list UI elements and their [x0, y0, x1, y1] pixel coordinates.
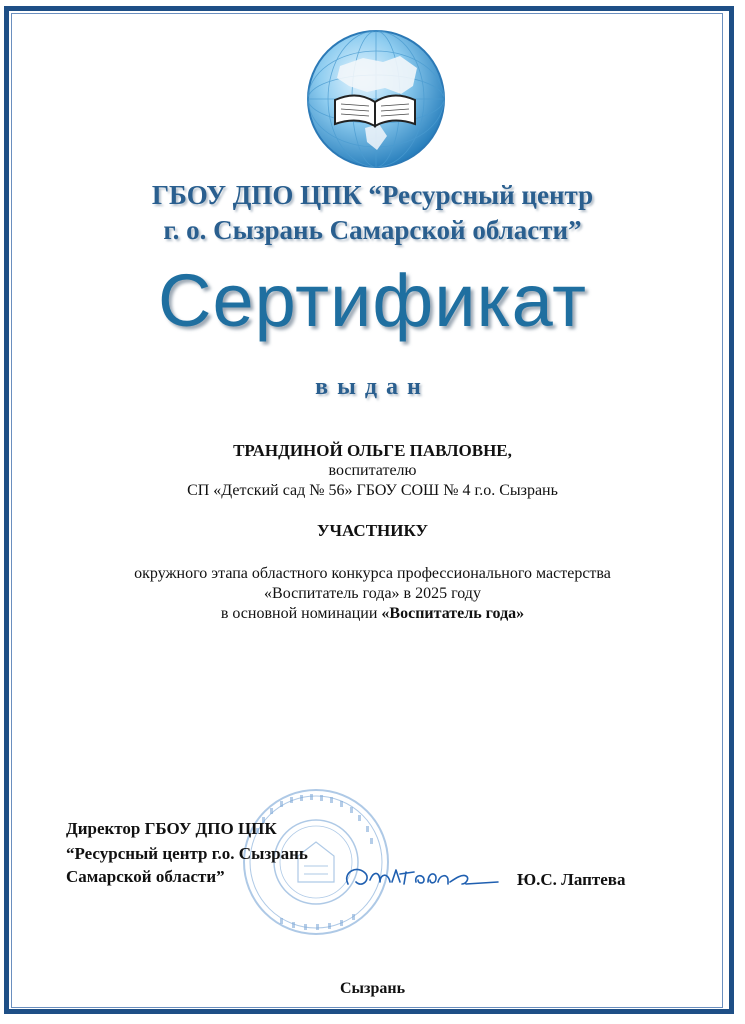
- issue-city: Сызрань: [339, 980, 406, 997]
- globe-book-logo: [305, 28, 447, 170]
- award-nomination-line: [40, 604, 705, 624]
- handwritten-signature: [340, 854, 505, 899]
- award-description-line2: «Воспитатель года» в 2025 году: [264, 585, 481, 602]
- issued-label: выдан: [315, 374, 430, 400]
- certificate-title: Сертификат: [158, 259, 587, 342]
- signatory-name: Ю.С. Лаптева: [517, 870, 626, 889]
- signatory-title-line1: Директор ГБОУ ДПО ЦПК: [66, 819, 277, 838]
- recipient-name: ТРАНДИНОЙ ОЛЬГЕ ПАВЛОВНЕ,: [233, 441, 512, 460]
- signatory-title-line2: “Ресурсный центр г.о. Сызрань: [66, 844, 308, 863]
- award-description-line1: окружного этапа областного конкурса профессионального мастерства: [134, 565, 611, 582]
- nomination-name: «Воспитатель года»: [381, 605, 525, 622]
- organization-name-line1: ГБОУ ДПО ЦПК “Ресурсный центр: [151, 180, 594, 210]
- recipient-institution: СП «Детский сад № 56» ГБОУ СОШ № 4 г.о. Сызрань: [187, 482, 558, 499]
- award-status: УЧАСТНИКУ: [317, 521, 428, 540]
- nomination-prefix: в основной номинации: [220, 605, 382, 622]
- signatory-title-line3: Самарской области”: [66, 867, 225, 886]
- organization-name-line2: г. о. Сызрань Самарской области”: [163, 215, 582, 245]
- recipient-position: воспитателю: [328, 462, 417, 479]
